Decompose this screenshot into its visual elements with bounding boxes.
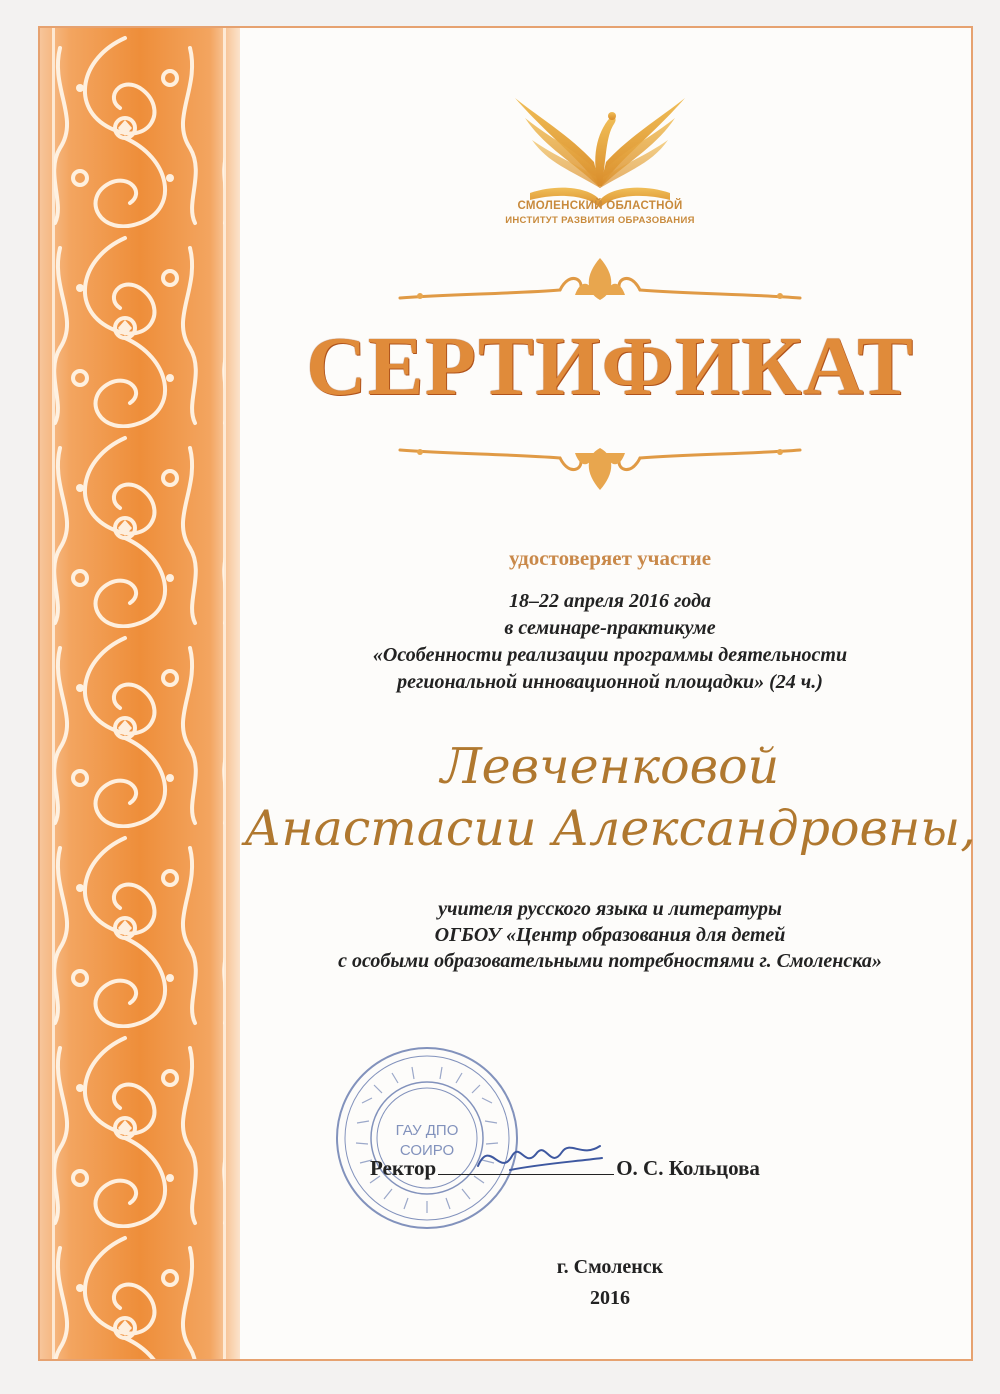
event-name-line2: региональной инновационной площадки» (24 ч.) — [397, 671, 823, 693]
ornament-band — [40, 28, 240, 1359]
year: 2016 — [590, 1287, 630, 1309]
event-name-line1: «Особенности реализации программы деятельности — [372, 644, 848, 666]
recipient-surname: Левченковой — [440, 738, 780, 795]
signatory-name: О. С. Кольцова — [616, 1156, 760, 1180]
signature-line — [438, 1174, 614, 1175]
place: г. Смоленск — [556, 1256, 664, 1278]
place-and-year — [510, 1252, 710, 1314]
stamp-center-line1: ГАУ ДПО — [395, 1122, 459, 1139]
event-type: в семинаре-практикуме — [504, 617, 716, 639]
event-date: 18–22 апреля 2016 года — [508, 590, 712, 612]
logo-institute-line2: ИНСТИТУТ РАЗВИТИЯ ОБРАЗОВАНИЯ — [505, 215, 695, 226]
certificate-sheet — [38, 26, 976, 1361]
top-flourish-divider — [390, 250, 810, 310]
recipient-given-names: Анастасии Александровны, — [244, 800, 976, 857]
bottom-flourish-divider — [390, 436, 810, 496]
certifies-participation-text: удостоверяет участие — [508, 546, 712, 570]
position-line1: учителя русского языка и литературы — [438, 898, 782, 920]
stamp-center-line2: СОИРО — [399, 1142, 455, 1159]
signatory-row — [370, 1156, 870, 1181]
position-line3: с особыми образовательными потребностями г. Смоленска» — [338, 950, 882, 972]
signatory-role: Ректор — [370, 1156, 437, 1180]
event-details — [260, 588, 960, 696]
certificate-title: СЕРТИФИКАТ — [305, 320, 915, 413]
floral-ornament-icon — [40, 28, 240, 1359]
position-line2: ОГБОУ «Центр образования для детей — [434, 924, 786, 946]
certificate-content — [240, 28, 976, 1359]
recipient-name — [240, 736, 980, 860]
logo-institute-line1: СМОЛЕНСКИЙ ОБЛАСТНОЙ — [517, 200, 683, 212]
recipient-position — [260, 896, 960, 974]
